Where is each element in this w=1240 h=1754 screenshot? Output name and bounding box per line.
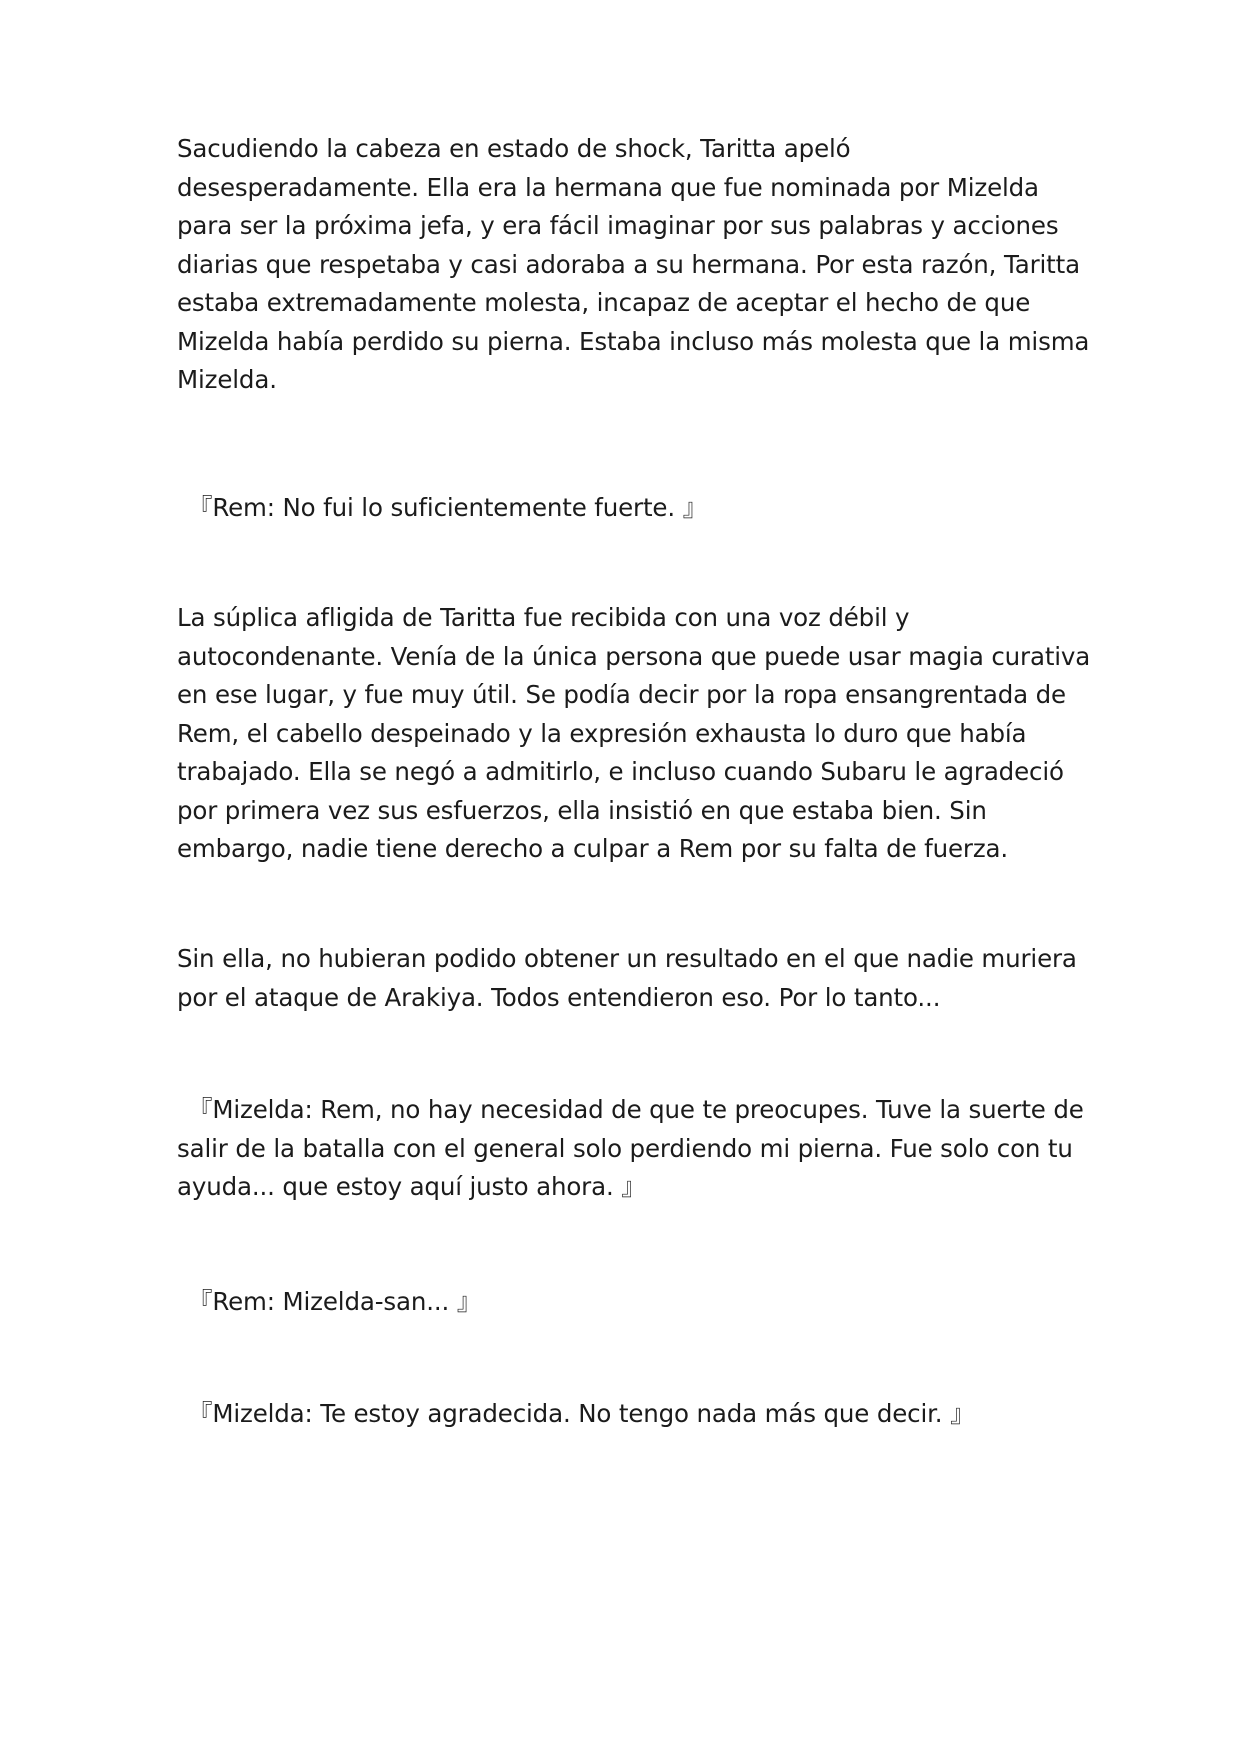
dialogue-line: salir de la batalla con el general solo perdiendo mi pierna. Fue solo con tu — [177, 1133, 1073, 1163]
text-line: estaba extremadamente molesta, incapaz de aceptar el hecho de que — [177, 288, 1031, 317]
dialogue-line: ayuda... que estoy aquí justo ahora. 』 — [177, 1172, 646, 1201]
text-line: por el ataque de Arakiya. Todos entendieron eso. Por lo tanto... — [177, 982, 941, 1012]
dialogue-line-text: 『Mizelda: Rem, no hay necesidad de que te preocupes. Tuve la suerte de — [188, 1095, 1084, 1124]
dialogue-line: 『Rem: Mizelda-san... 』 — [188, 1287, 482, 1316]
text-line: diarias que respetaba y casi adoraba a su hermana. Por esta razón, Taritta — [177, 249, 1080, 279]
text-line: Sin ella, no hubieran podido obtener un resultado en el que nadie muriera — [177, 944, 1077, 973]
paragraph-without-her — [177, 940, 1077, 1017]
dialogue-mizelda-grateful — [188, 1395, 1088, 1434]
text-line: La súplica afligida de Taritta fue recibida con una voz débil y — [177, 603, 910, 632]
text-line: Mizelda había perdido su pierna. Estaba incluso más molesta que la misma — [177, 326, 1090, 356]
dialogue-line — [177, 1091, 1084, 1130]
dialogue-rem-not-strong — [188, 489, 1088, 528]
text-line: Sacudiendo la cabeza en estado de shock, Taritta apeló — [177, 134, 851, 163]
text-line: por primera vez sus esfuerzos, ella insistió en que estaba bien. Sin — [177, 795, 987, 825]
text-line: Mizelda. — [177, 365, 277, 394]
text-line: para ser la próxima jefa, y era fácil imaginar por sus palabras y acciones — [177, 211, 1059, 240]
text-line: autocondenante. Venía de la única persona que puede usar magia curativa — [177, 641, 1091, 671]
text-line: Rem, el cabello despeinado y la expresión exhausta lo duro que había — [177, 718, 1027, 748]
dialogue-line: 『Rem: No fui lo suficientemente fuerte. 』 — [188, 493, 707, 522]
text-line: en ese lugar, y fue muy útil. Se podía decir por la ropa ensangrentada de — [177, 680, 1066, 709]
paragraph-taritta-shock — [177, 130, 1090, 400]
paragraph-rem-healer — [177, 599, 1091, 869]
dialogue-line: 『Mizelda: Te estoy agradecida. No tengo nada más que decir. 』 — [188, 1399, 975, 1428]
dialogue-mizelda-no-worry — [177, 1091, 1084, 1207]
text-line: desesperadamente. Ella era la hermana que fue nominada por Mizelda — [177, 172, 1039, 202]
dialogue-rem-mizelda-san — [188, 1283, 1088, 1322]
text-line: trabajado. Ella se negó a admitirlo, e incluso cuando Subaru le agradeció — [177, 757, 1064, 786]
text-line: embargo, nadie tiene derecho a culpar a Rem por su falta de fuerza. — [177, 834, 1009, 863]
